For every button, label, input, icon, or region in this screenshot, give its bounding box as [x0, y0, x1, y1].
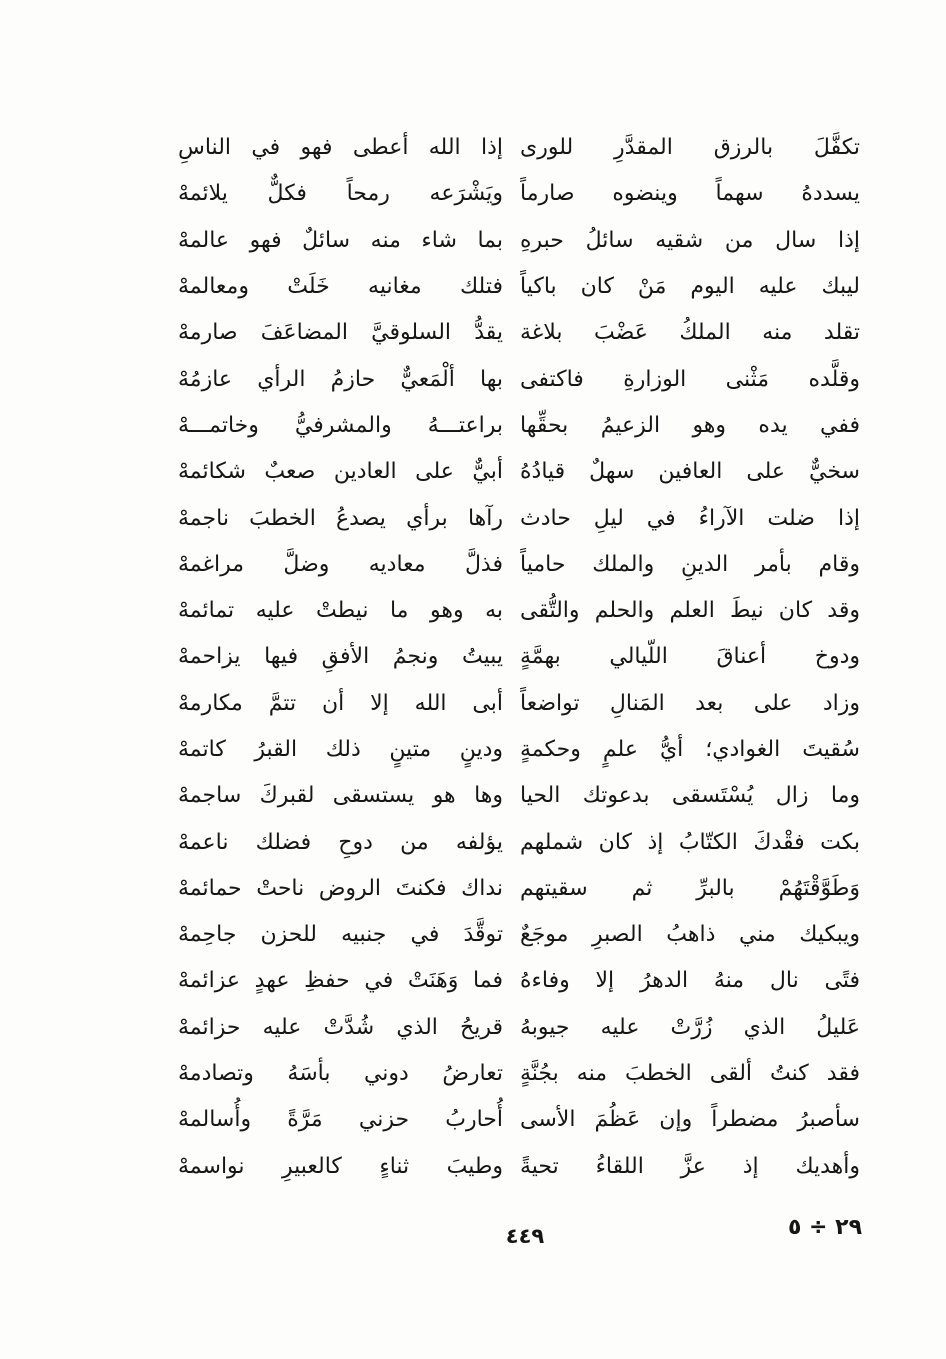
poem	[178, 125, 860, 1190]
first-hemistich: ليبك عليه اليوم مَنْ كان باكياً	[520, 274, 860, 300]
verse-line	[178, 1144, 860, 1190]
verse-line	[178, 588, 860, 634]
second-hemistich: فتلك مغانيه خَلَتْ ومعالمهْ	[178, 274, 503, 300]
verse-line	[178, 681, 860, 727]
first-hemistich: سُقيتَ الغوادي؛ أيُّ علمٍ وحكمةٍ	[520, 737, 860, 762]
verse-line	[178, 125, 860, 171]
second-hemistich: به وهو ما نيطتْ عليه تمائمهْ	[178, 598, 503, 624]
second-hemistich: أبى الله إلا أن تتمَّ مكارمهْ	[178, 690, 503, 716]
first-hemistich: إذا سال من شقيه سائلُ حبرهِ	[520, 227, 860, 253]
verse-line	[178, 264, 860, 310]
second-hemistich: فما وَهَنَتْ في حفظِ عهدٍ عزائمهْ	[178, 968, 503, 994]
second-hemistich: بها ألْمَعيٌّ حازمُ الرأي عازمُهْ	[178, 366, 503, 392]
second-hemistich: فذلَّ معاديه وضلَّ مراغمهْ	[178, 551, 503, 577]
first-hemistich: وقام بأمر الدينِ والملك حامياً	[520, 551, 860, 577]
second-hemistich: يبيتُ ونجمُ الأفقِ فيها يزاحمهْ	[178, 644, 503, 670]
second-hemistich: رآها برأي يصدعُ الخطبَ ناجمهْ	[178, 505, 503, 531]
second-hemistich: وطيبَ ثناءٍ كالعبيرِ نواسمهْ	[178, 1153, 503, 1179]
verse-line	[178, 866, 860, 912]
second-hemistich: قريحُ الذي شُدَّتْ عليه حزائمهْ	[178, 1014, 503, 1040]
first-hemistich: وَطَوَّقْتَهُمْ بالبرِّ ثم سقيتهم	[520, 875, 860, 901]
second-hemistich: ويَشْرَعه رمحاً فكلٌّ يلائمهْ	[178, 181, 503, 207]
page-number: ٤٤٩	[505, 1224, 545, 1248]
verse-line	[178, 403, 860, 449]
first-hemistich: ودوخ أعناقَ اللّيالي بهمَّةٍ	[520, 644, 860, 670]
verse-line	[178, 1097, 860, 1143]
first-hemistich: سأصبرُ مضطراً وإن عَظُمَ الأسى	[520, 1107, 860, 1133]
second-hemistich: أُحاربُ حزني مَرَّةً وأُسالمهْ	[178, 1107, 503, 1133]
first-hemistich: فتًى نال منهُ الدهرُ إلا وفاءهُ	[520, 968, 860, 994]
first-hemistich: وأهديك إذ عزَّ اللقاءُ تحيةً	[520, 1153, 860, 1179]
first-hemistich: ويبكيك مني ذاهبُ الصبرِ موجَعٌ	[520, 922, 860, 948]
second-hemistich: يقدُّ السلوقيَّ المضاعَفَ صارمهْ	[178, 320, 503, 346]
verse-line	[178, 171, 860, 217]
second-hemistich: وها هو يستسقى لقبركَ ساجمهْ	[178, 783, 503, 809]
verse-line	[178, 773, 860, 819]
first-hemistich: سخيٌّ على العافين سهلٌ قيادُهُ	[520, 459, 860, 485]
verse-line	[178, 958, 860, 1004]
first-hemistich: إذا ضلت الآراءُ في ليلِ حادث	[520, 505, 860, 531]
first-hemistich: تكفَّلَ بالرزق المقدَّرِ للورى	[520, 135, 860, 161]
verse-line	[178, 819, 860, 865]
verse-line	[178, 634, 860, 680]
second-hemistich: تعارضُ دوني بأسَهُ وتصادمهْ	[178, 1061, 503, 1087]
second-hemistich: أبيٌّ على العادين صعبٌ شكائمهْ	[178, 459, 503, 485]
first-hemistich: وزاد على بعد المَنالِ تواضعاً	[520, 690, 860, 716]
first-hemistich: فقد كنتُ ألقى الخطبَ منه بجُنَّةٍ	[520, 1061, 860, 1087]
first-hemistich: وما زال يُسْتَسقى بدعوتك الحيا	[520, 783, 860, 809]
first-hemistich: يسددهُ سهماً وينضوه صارماً	[520, 181, 860, 207]
second-hemistich: نداك فكنتَ الروض ناحتْ حمائمهْ	[178, 875, 503, 901]
second-hemistich: يؤلفه من دوحِ فضلك ناعمهْ	[178, 829, 503, 855]
verse-line	[178, 218, 860, 264]
first-hemistich: ففي يده وهو الزعيمُ بحقِّها	[520, 412, 860, 438]
second-hemistich: ودينٍ متينٍ ذلك القبرُ كاتمهْ	[178, 737, 503, 762]
second-hemistich: براعتـــهُ والمشرفيُّ وخاتمـــهْ	[178, 412, 503, 438]
verse-line	[178, 542, 860, 588]
first-hemistich: وقد كان نيطَ العلم والحلم والتُّقى	[520, 598, 860, 624]
verse-line	[178, 449, 860, 495]
verse-line	[178, 356, 860, 402]
second-hemistich: بما شاء منه سائلٌ فهو عالمهْ	[178, 227, 503, 253]
verse-line	[178, 1051, 860, 1097]
printer-signature-mark: ٢٩ ÷ ٥	[787, 1215, 862, 1240]
first-hemistich: بكت فقْدكَ الكتّابُ إذ كان شملهم	[520, 829, 860, 855]
verse-line	[178, 1005, 860, 1051]
first-hemistich: عَليلُ الذي زُرَّتْ عليه جيوبهُ	[520, 1014, 860, 1040]
first-hemistich: تقلد منه الملكُ عَضْبَ بلاغة	[520, 320, 860, 346]
second-hemistich: توقَّدَ في جنبيه للحزن جاحِمهْ	[178, 922, 503, 948]
second-hemistich: إذا الله أعطى فهو في الناسِ	[178, 135, 503, 161]
verse-line	[178, 912, 860, 958]
first-hemistich: وقلَّده مَثْنى الوزارةِ فاكتفى	[520, 366, 860, 392]
verse-line	[178, 495, 860, 541]
verse-line	[178, 310, 860, 356]
verse-line	[178, 727, 860, 773]
